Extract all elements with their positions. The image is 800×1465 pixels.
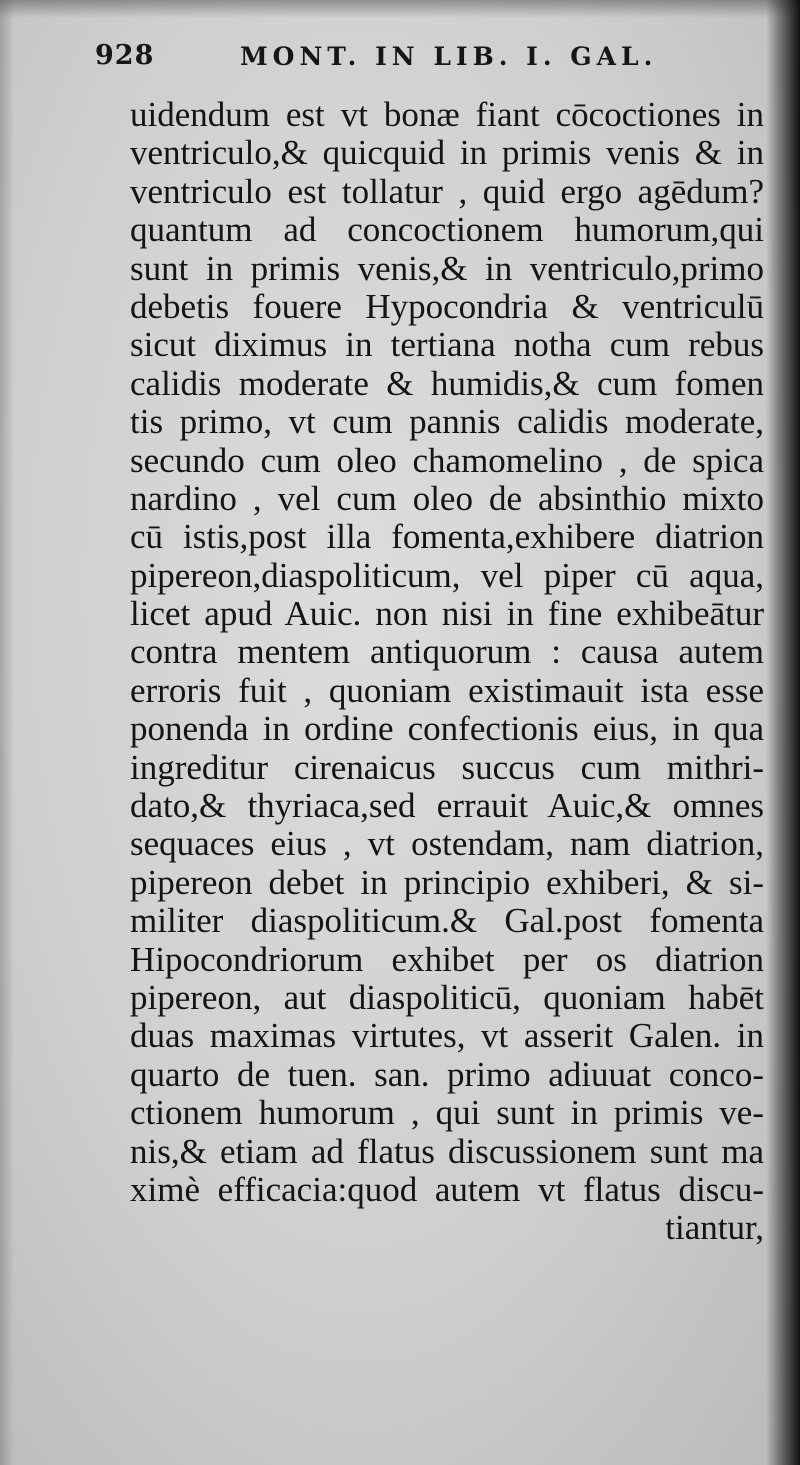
page-top-shadow xyxy=(0,0,800,18)
text-line: ponenda in ordine confectionis eius, in qua xyxy=(130,710,764,749)
text-line: calidis moderate & humidis,& cum fomen xyxy=(130,364,764,403)
body-text xyxy=(130,96,764,1248)
text-line: ximè efficacia:quod autem vt flatus discu- xyxy=(130,1170,764,1209)
text-line: Hipocondriorum exhibet per os diatrion xyxy=(130,940,764,979)
catchword: tiantur, xyxy=(665,1209,764,1248)
text-line: tis primo, vt cum pannis calidis moderate, xyxy=(130,403,764,442)
text-line: ctionem humorum , qui sunt in primis ve- xyxy=(130,1094,764,1133)
text-line: cū istis,post illa fomenta,exhibere diatrion xyxy=(130,518,764,557)
text-line: secundo cum oleo chamomelino , de spica xyxy=(130,441,764,480)
text-line: duas maximas virtutes, vt asserit Galen. in xyxy=(130,1017,764,1056)
text-line: debetis fouere Hypocondria & ventriculū xyxy=(130,287,764,326)
text-line: sunt in primis venis,& in ventriculo,primo xyxy=(130,249,764,288)
text-line: pipereon debet in principio exhiberi, & si- xyxy=(130,863,764,902)
running-title: MONT. IN LIB. I. GAL. xyxy=(240,42,658,71)
page-left-edge xyxy=(0,0,14,1465)
text-line: ventriculo,& quicquid in primis venis & in xyxy=(130,134,764,173)
text-line: sequaces eius , vt ostendam, nam diatrion, xyxy=(130,825,764,864)
text-line: quantum ad concoctionem humorum,qui xyxy=(130,211,764,250)
text-line: nardino , vel cum oleo de absinthio mixto xyxy=(130,479,764,518)
text-line: pipereon,diaspoliticum, vel piper cū aqua, xyxy=(130,556,764,595)
text-line: ingreditur cirenaicus succus cum mithri- xyxy=(130,748,764,787)
running-head xyxy=(95,40,695,84)
text-line: contra mentem antiquorum : causa autem xyxy=(130,633,764,672)
text-line: sicut diximus in tertiana notha cum rebus xyxy=(130,326,764,365)
binding-gutter xyxy=(766,0,800,1465)
text-line: pipereon, aut diaspoliticū, quoniam habēt xyxy=(130,978,764,1017)
text-line: nis,& etiam ad flatus discussionem sunt ma xyxy=(130,1132,764,1171)
text-line: erroris fuit , quoniam existimauit ista esse xyxy=(130,671,764,710)
text-line: ventriculo est tollatur , quid ergo agēdum? xyxy=(130,172,764,211)
text-line: uidendum est vt bonæ fiant cōcoctiones in xyxy=(130,96,764,134)
text-line: licet apud Auic. non nisi in fine exhibeātur xyxy=(130,595,764,634)
page-number: 928 xyxy=(95,40,155,71)
text-line: quarto de tuen. san. primo adiuuat conco- xyxy=(130,1055,764,1094)
text-line: dato,& thyriaca,sed errauit Auic,& omnes xyxy=(130,787,764,826)
text-line: militer diaspoliticum.& Gal.post fomenta xyxy=(130,902,764,941)
